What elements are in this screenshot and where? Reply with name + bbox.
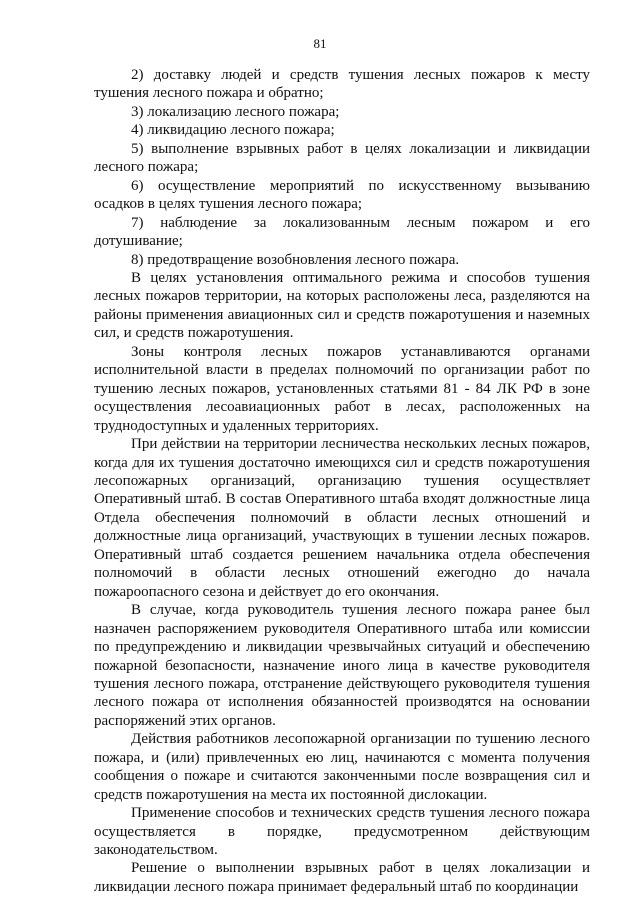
list-item-2: 2) доставку людей и средств тушения лесных пожаров к месту тушения лесного пожара и обратно; (94, 67, 590, 102)
paragraph-worker-actions: Действия работников лесопожарной организации по тушению лесного пожара, и (или) привлеченных ею лиц, начинаются с момента получения сообщения о пожаре и считаются законченными после возвращения сил и средств пожаротушения на места их постоянной дислокации. (94, 731, 590, 803)
paragraph-tushenie-regions: В целях установления оптимального режима и способов тушения лесных пожаров территории, на которых расположены леса, разделяются на районы применения авиационных сил и средств пожаротушения и наземных сил, и средств пожаротушения. (94, 269, 590, 342)
paragraph-control-zones: Зоны контроля лесных пожаров устанавливаются органами исполнительной власти в пределах полномочий по организации работ по тушению лесных пожаров, установленных статьями 81 - 84 ЛК РФ в зоне осуществления лесоавиационных работ в лесах, расположенных на труднодоступных и удаленных территориях. (94, 343, 590, 434)
list-item-8: 8) предотвращение возобновления лесного пожара. (131, 251, 460, 268)
paragraph-blasting-decision: Решение о выполнении взрывных работ в целях локализации и ликвидации лесного пожара принимает федеральный штаб по координации (94, 860, 590, 895)
list-item-5: 5) выполнение взрывных работ в целях локализации и ликвидации лесного пожара; (94, 140, 590, 176)
document-body (94, 66, 590, 896)
paragraph-methods-application: Применение способов и технических средств тушения лесного пожара осуществляется в порядке, предусмотренном действующим законодательством. (94, 805, 590, 859)
page-number: 81 (313, 36, 327, 51)
list-item-6: 6) осуществление мероприятий по искусственному вызыванию осадков в целях тушения лесного пожара; (94, 177, 590, 213)
list-item-3: 3) локализацию лесного пожара; (131, 103, 340, 120)
paragraph-operational-headquarters: При действии на территории лесничества нескольких лесных пожаров, когда для их тушения достаточно имеющихся сил и средств пожаротушения лесопожарных организаций, организацию тушения осуществляет Оперативный штаб. В состав Оперативного штаба входят должностные лица Отдела обеспечения полномочий в области лесных отношений и должностные лица организаций, участвующих в тушении лесных пожаров. Оперативный штаб создается решением начальника отдела обеспечения полномочий в области лесных отношений ежегодно до начала пожароопасного сезона и действует до его окончания. (94, 436, 590, 600)
list-item-4: 4) ликвидацию лесного пожара; (131, 122, 335, 139)
list-item-7: 7) наблюдение за локализованным лесным пожаром и его дотушивание; (94, 214, 590, 250)
paragraph-fire-supervisor: В случае, когда руководитель тушения лесного пожара ранее был назначен распоряжением руководителя Оперативного штаба или комиссии по предупреждению и ликвидации чрезвычайных ситуаций и обеспечению пожарной безопасности, назначение иного лица в качестве руководителя тушения лесного пожара, отстранение действующего руководителя тушения лесного пожара от исполнения обязанностей производятся на основании распоряжений этих органов. (94, 602, 590, 729)
